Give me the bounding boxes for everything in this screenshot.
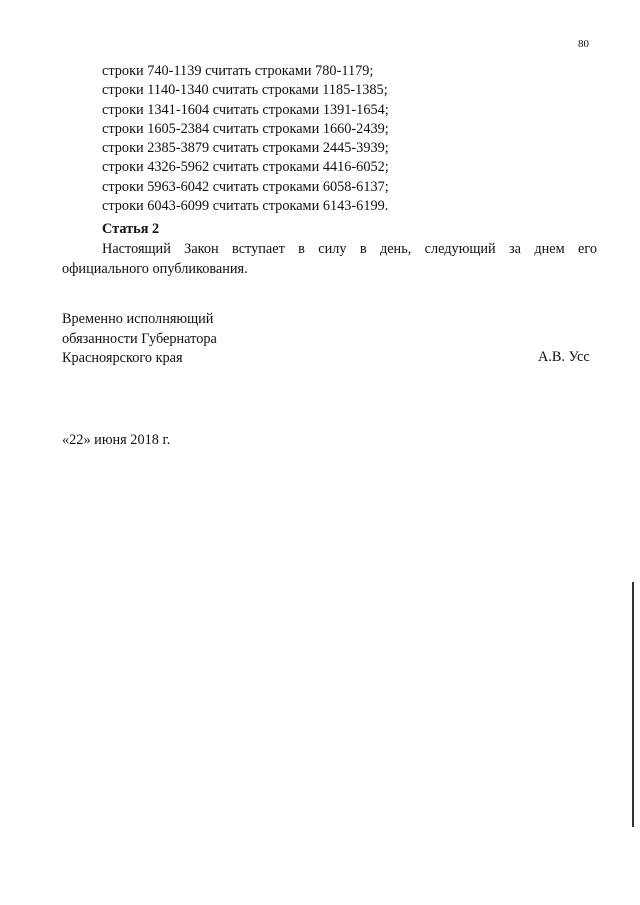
document-date: «22» июня 2018 г.	[62, 432, 171, 448]
article-text-line: Настоящий Закон вступает в силу в день, следующий за днем его	[102, 241, 597, 257]
article-body	[62, 240, 597, 279]
signatory-position	[62, 310, 217, 369]
line-change-item: строки 1605-2384 считать строками 1660-2439;	[102, 120, 389, 137]
line-change-list	[102, 62, 389, 216]
line-change-item: строки 6043-6099 считать строками 6143-6199.	[102, 198, 389, 215]
line-change-item: строки 740-1139 считать строками 780-1179;	[102, 63, 374, 79]
scan-edge-mark	[632, 582, 634, 827]
signatory-position-line: Временно исполняющий	[62, 311, 214, 327]
line-change-item: строки 4326-5962 считать строками 4416-6052;	[102, 159, 389, 176]
page-number: 80	[578, 38, 589, 50]
signatory-position-line: Красноярского края	[62, 350, 183, 366]
line-change-item: строки 1341-1604 считать строками 1391-1654;	[102, 101, 389, 118]
article-text-line: официального опубликования.	[62, 260, 248, 277]
line-change-item: строки 5963-6042 считать строками 6058-6137;	[102, 178, 389, 195]
line-change-item: строки 2385-3879 считать строками 2445-3939;	[102, 140, 389, 157]
line-change-item: строки 1140-1340 считать строками 1185-1385;	[102, 82, 388, 99]
article-title: Статья 2	[102, 221, 160, 237]
signatory-name: А.В. Усс	[538, 349, 590, 365]
signatory-position-line: обязанности Губернатора	[62, 330, 217, 347]
